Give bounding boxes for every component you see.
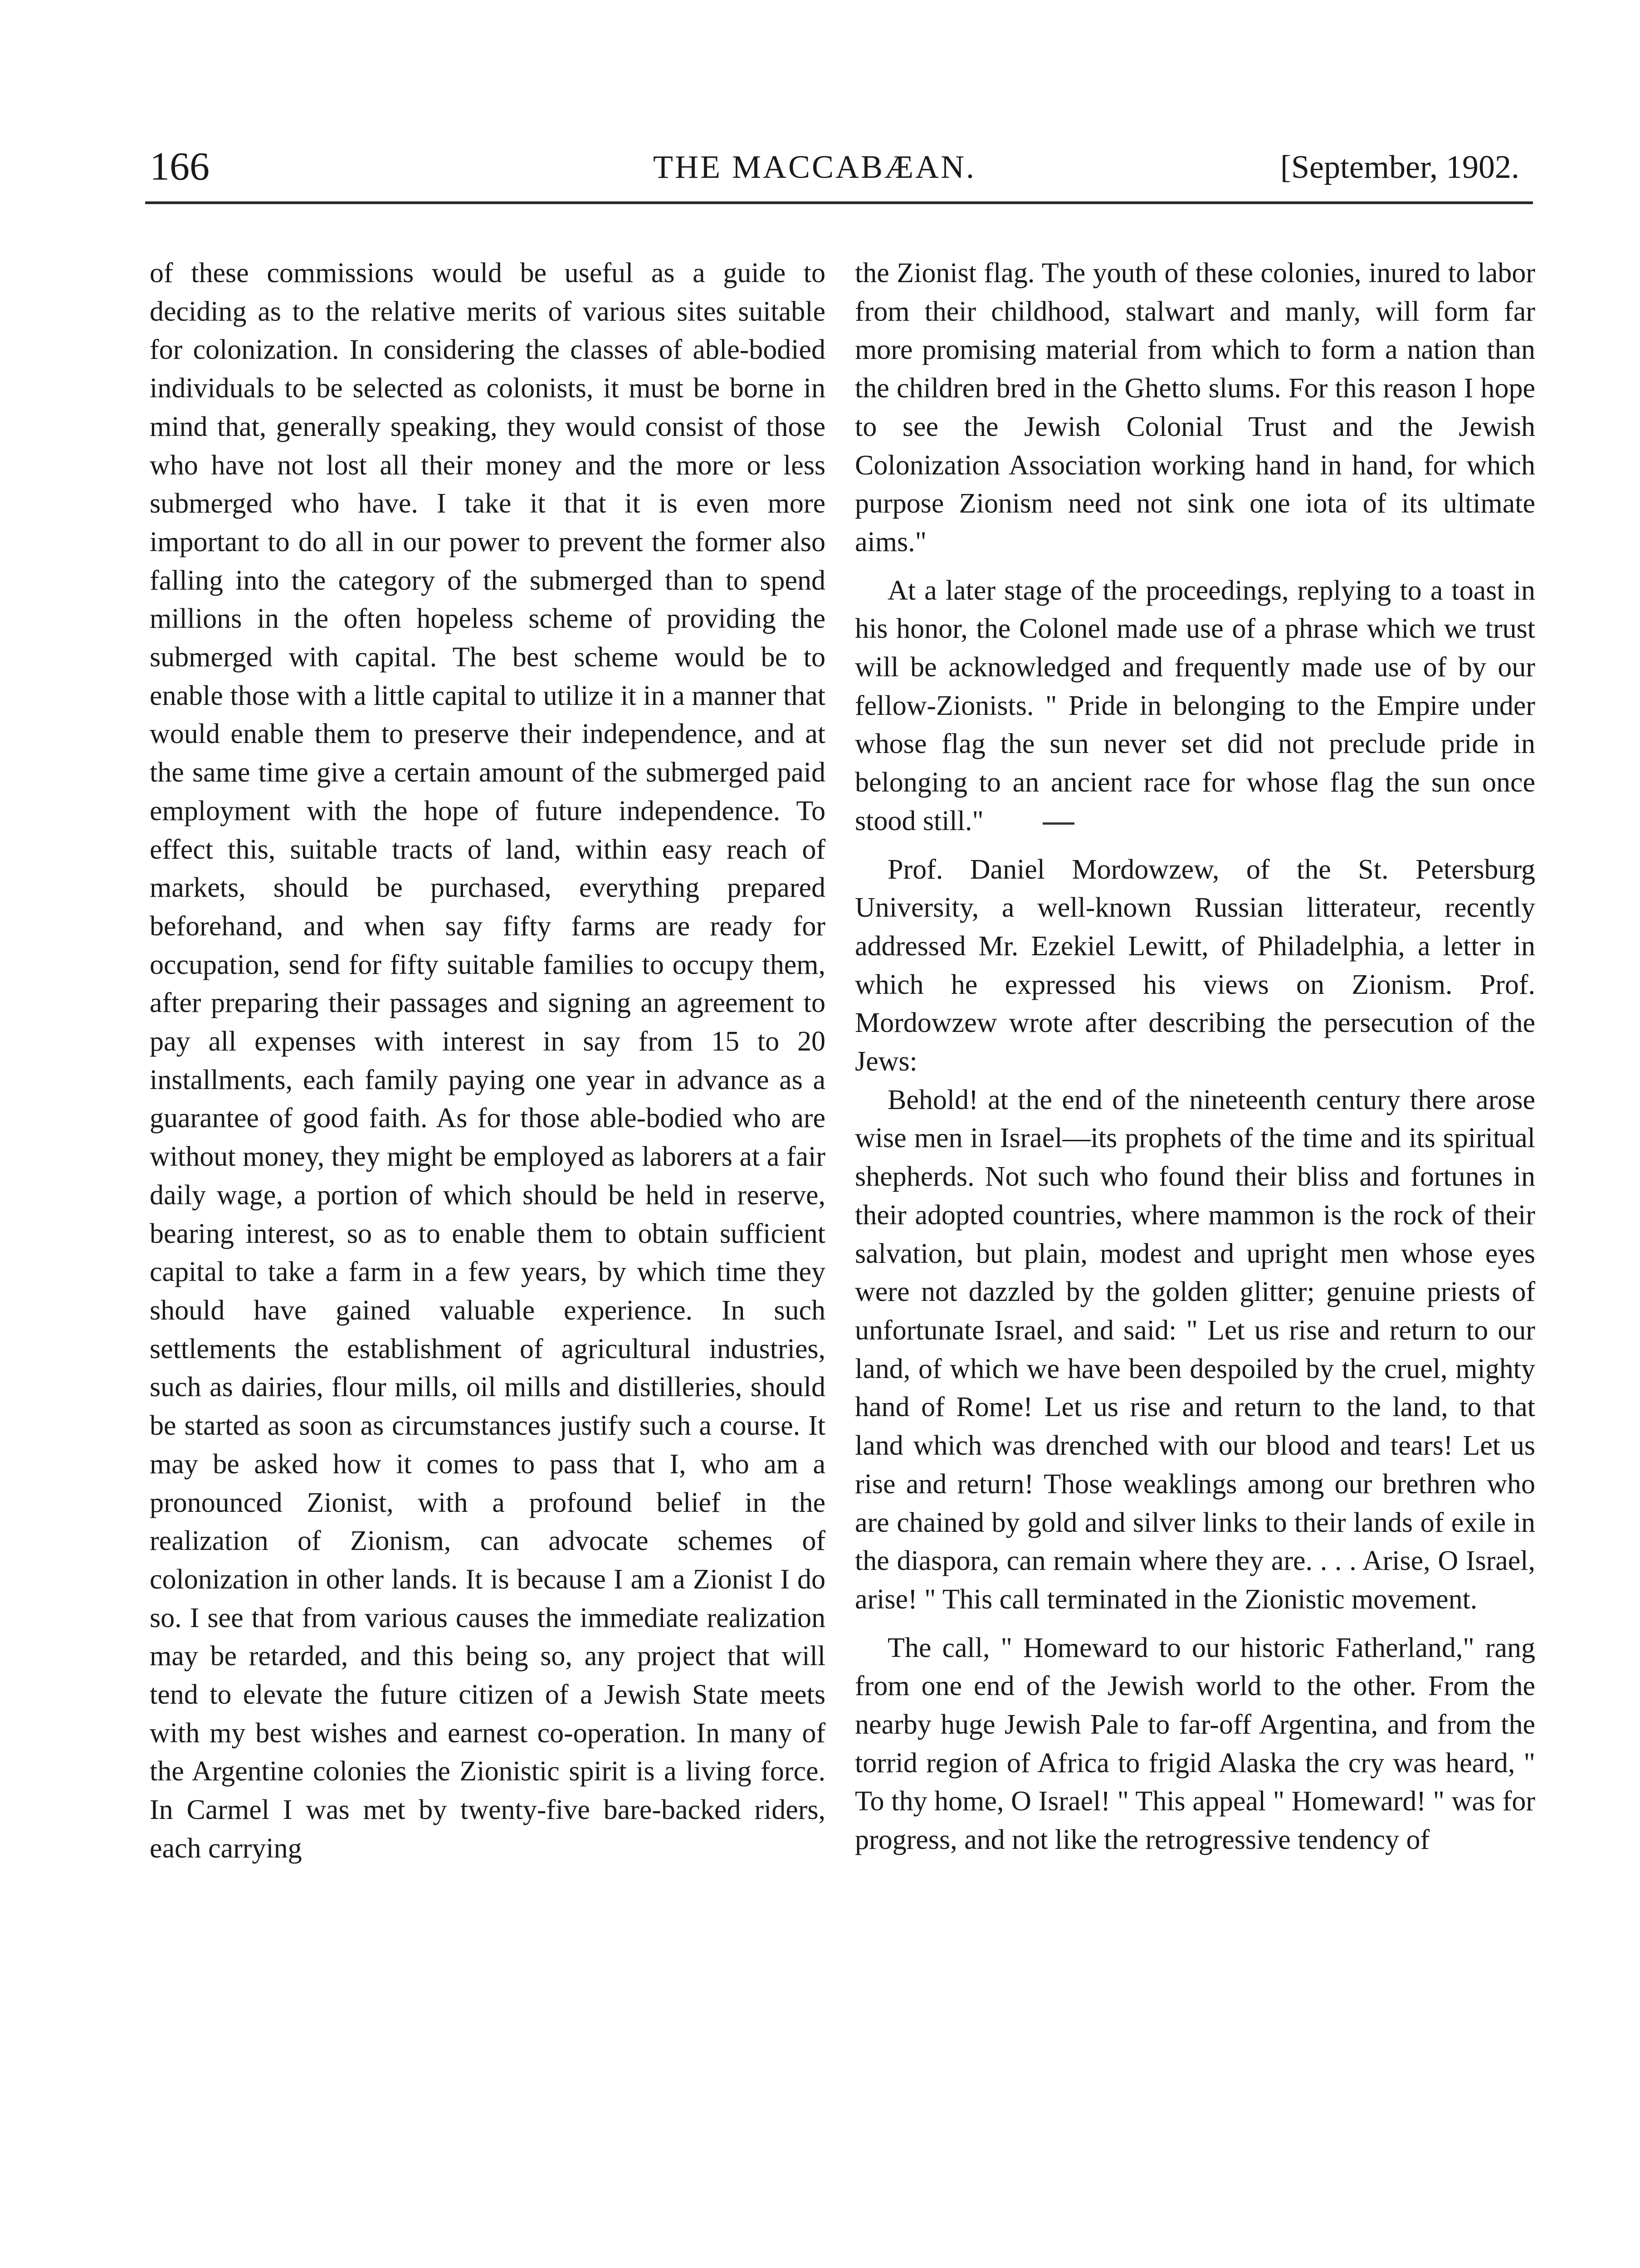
right-paragraph-1: the Zionist flag. The youth of these colonies, inured to labor from their childhood, stalwart and manly, will form far more promising material from which to form a nation than the children bred in the Ghetto slums. For this reason I hope to see the Jewish Colonial Trust and the Jewish Colonization Association working hand in hand, for which purpose Zionism need not sink one iota of its ultimate aims." bbox=[855, 258, 1535, 557]
right-paragraph-2 bbox=[855, 572, 1535, 841]
right-paragraph-2-text: At a later stage of the proceedings, replying to a toast in his honor, the Colonel made use of a phrase which we trust will be acknowledged and frequently made use of by our fellow-Zionists. " Pride in belonging to the Empire under whose flag the sun never set did not preclude pride in belonging to an ancient race for whose flag the sun once stood still." bbox=[855, 575, 1535, 836]
page-number: 166 bbox=[150, 145, 210, 189]
right-column bbox=[855, 254, 1535, 1859]
running-title: THE MACCABÆAN. bbox=[653, 149, 976, 185]
right-paragraph-5: The call, " Homeward to our historic Fatherland," rang from one end of the Jewish world to the other. From the nearby huge Jewish Pale to far-off Argentina, and from the torrid region of Africa to frigid Alaska the cry was heard, " To thy home, O Israel! " This appeal " Homeward! " was for progress, and not like the retrogressive tendency of bbox=[855, 1632, 1535, 1856]
page-header bbox=[150, 144, 1519, 199]
right-paragraph-3: Prof. Daniel Mordowzew, of the St. Petersburg University, a well-known Russian litterateur, recently addressed Mr. Ezekiel Lewitt, of Philadelphia, a letter in which he expressed his views on Zionism. Prof. Mordowzew wrote after describing the persecution of the Jews: bbox=[855, 854, 1535, 1077]
right-paragraph-4: Behold! at the end of the nineteenth century there arose wise men in Israel—its prophets of the time and its spiritual shepherds. Not such who found their bliss and fortunes in their adopted countries, where mammon is the rock of their salvation, but plain, modest and upright men whose eyes were not dazzled by the golden glitter; genuine priests of unfortunate Israel, and said: " Let us rise and return to our land, of which we have been despoiled by the cruel, mighty hand of Rome! Let us rise and return to the land, to that land which was drenched with our blood and tears! Let us rise and return! Those weaklings among our brethren who are chained by gold and silver links to their lands of exile in the diaspora, can remain where they are. . . . Arise, O Israel, arise! " This call terminated in the Zionistic movement. bbox=[855, 1084, 1535, 1615]
left-column bbox=[150, 254, 825, 1868]
header-rule bbox=[145, 201, 1533, 204]
issue-date: [September, 1902. bbox=[1280, 149, 1519, 185]
left-paragraph-1: of these commissions would be useful as a guide to deciding as to the relative merits of various sites suitable for colonization. In considering the classes of able-bodied individuals to be selected as colonists, it must be borne in mind that, generally speaking, they would consist of those who have not lost all their money and the more or less submerged who have. I take it that it is even more important to do all in our power to prevent the former also falling into the category of the submerged than to spend millions in the often hopeless scheme of providing the submerged with capital. The best scheme would be to enable those with a little capital to utilize it in a manner that would enable them to preserve their independence, and at the same time give a certain amount of the submerged paid employment with the hope of future independence. To effect this, suitable tracts of land, within easy reach of markets, should be purchased, everything prepared beforehand, and when say fifty farms are ready for occupation, send for fifty suitable families to occupy them, after preparing their passages and signing an agreement to pay all expenses with interest in say from 15 to 20 installments, each family paying one year in advance as a guarantee of good faith. As for those able-bodied who are without money, they might be employed as laborers at a fair daily wage, a portion of which should be held in reserve, bearing interest, so as to enable them to obtain sufficient capital to take a farm in a few years, by which time they should have gained valuable experience. In such settlements the establishment of agricultural industries, such as dairies, flour mills, oil mills and distilleries, should be started as soon as circumstances justify such a course. It may be asked how it comes to pass that I, who am a pronounced Zionist, with a profound belief in the realization of Zionism, can advocate schemes of colonization in other lands. It is because I am a Zionist I do so. I see that from various causes the immediate realization may be retarded, and this being so, any project that will tend to elevate the future citizen of a Jewish State meets with my best wishes and earnest co-operation. In many of the Argentine colonies the Zionistic spirit is a living force. In Carmel I was met by twenty-five bare-backed riders, each carrying bbox=[150, 258, 825, 1864]
section-divider-dash bbox=[1043, 822, 1074, 825]
